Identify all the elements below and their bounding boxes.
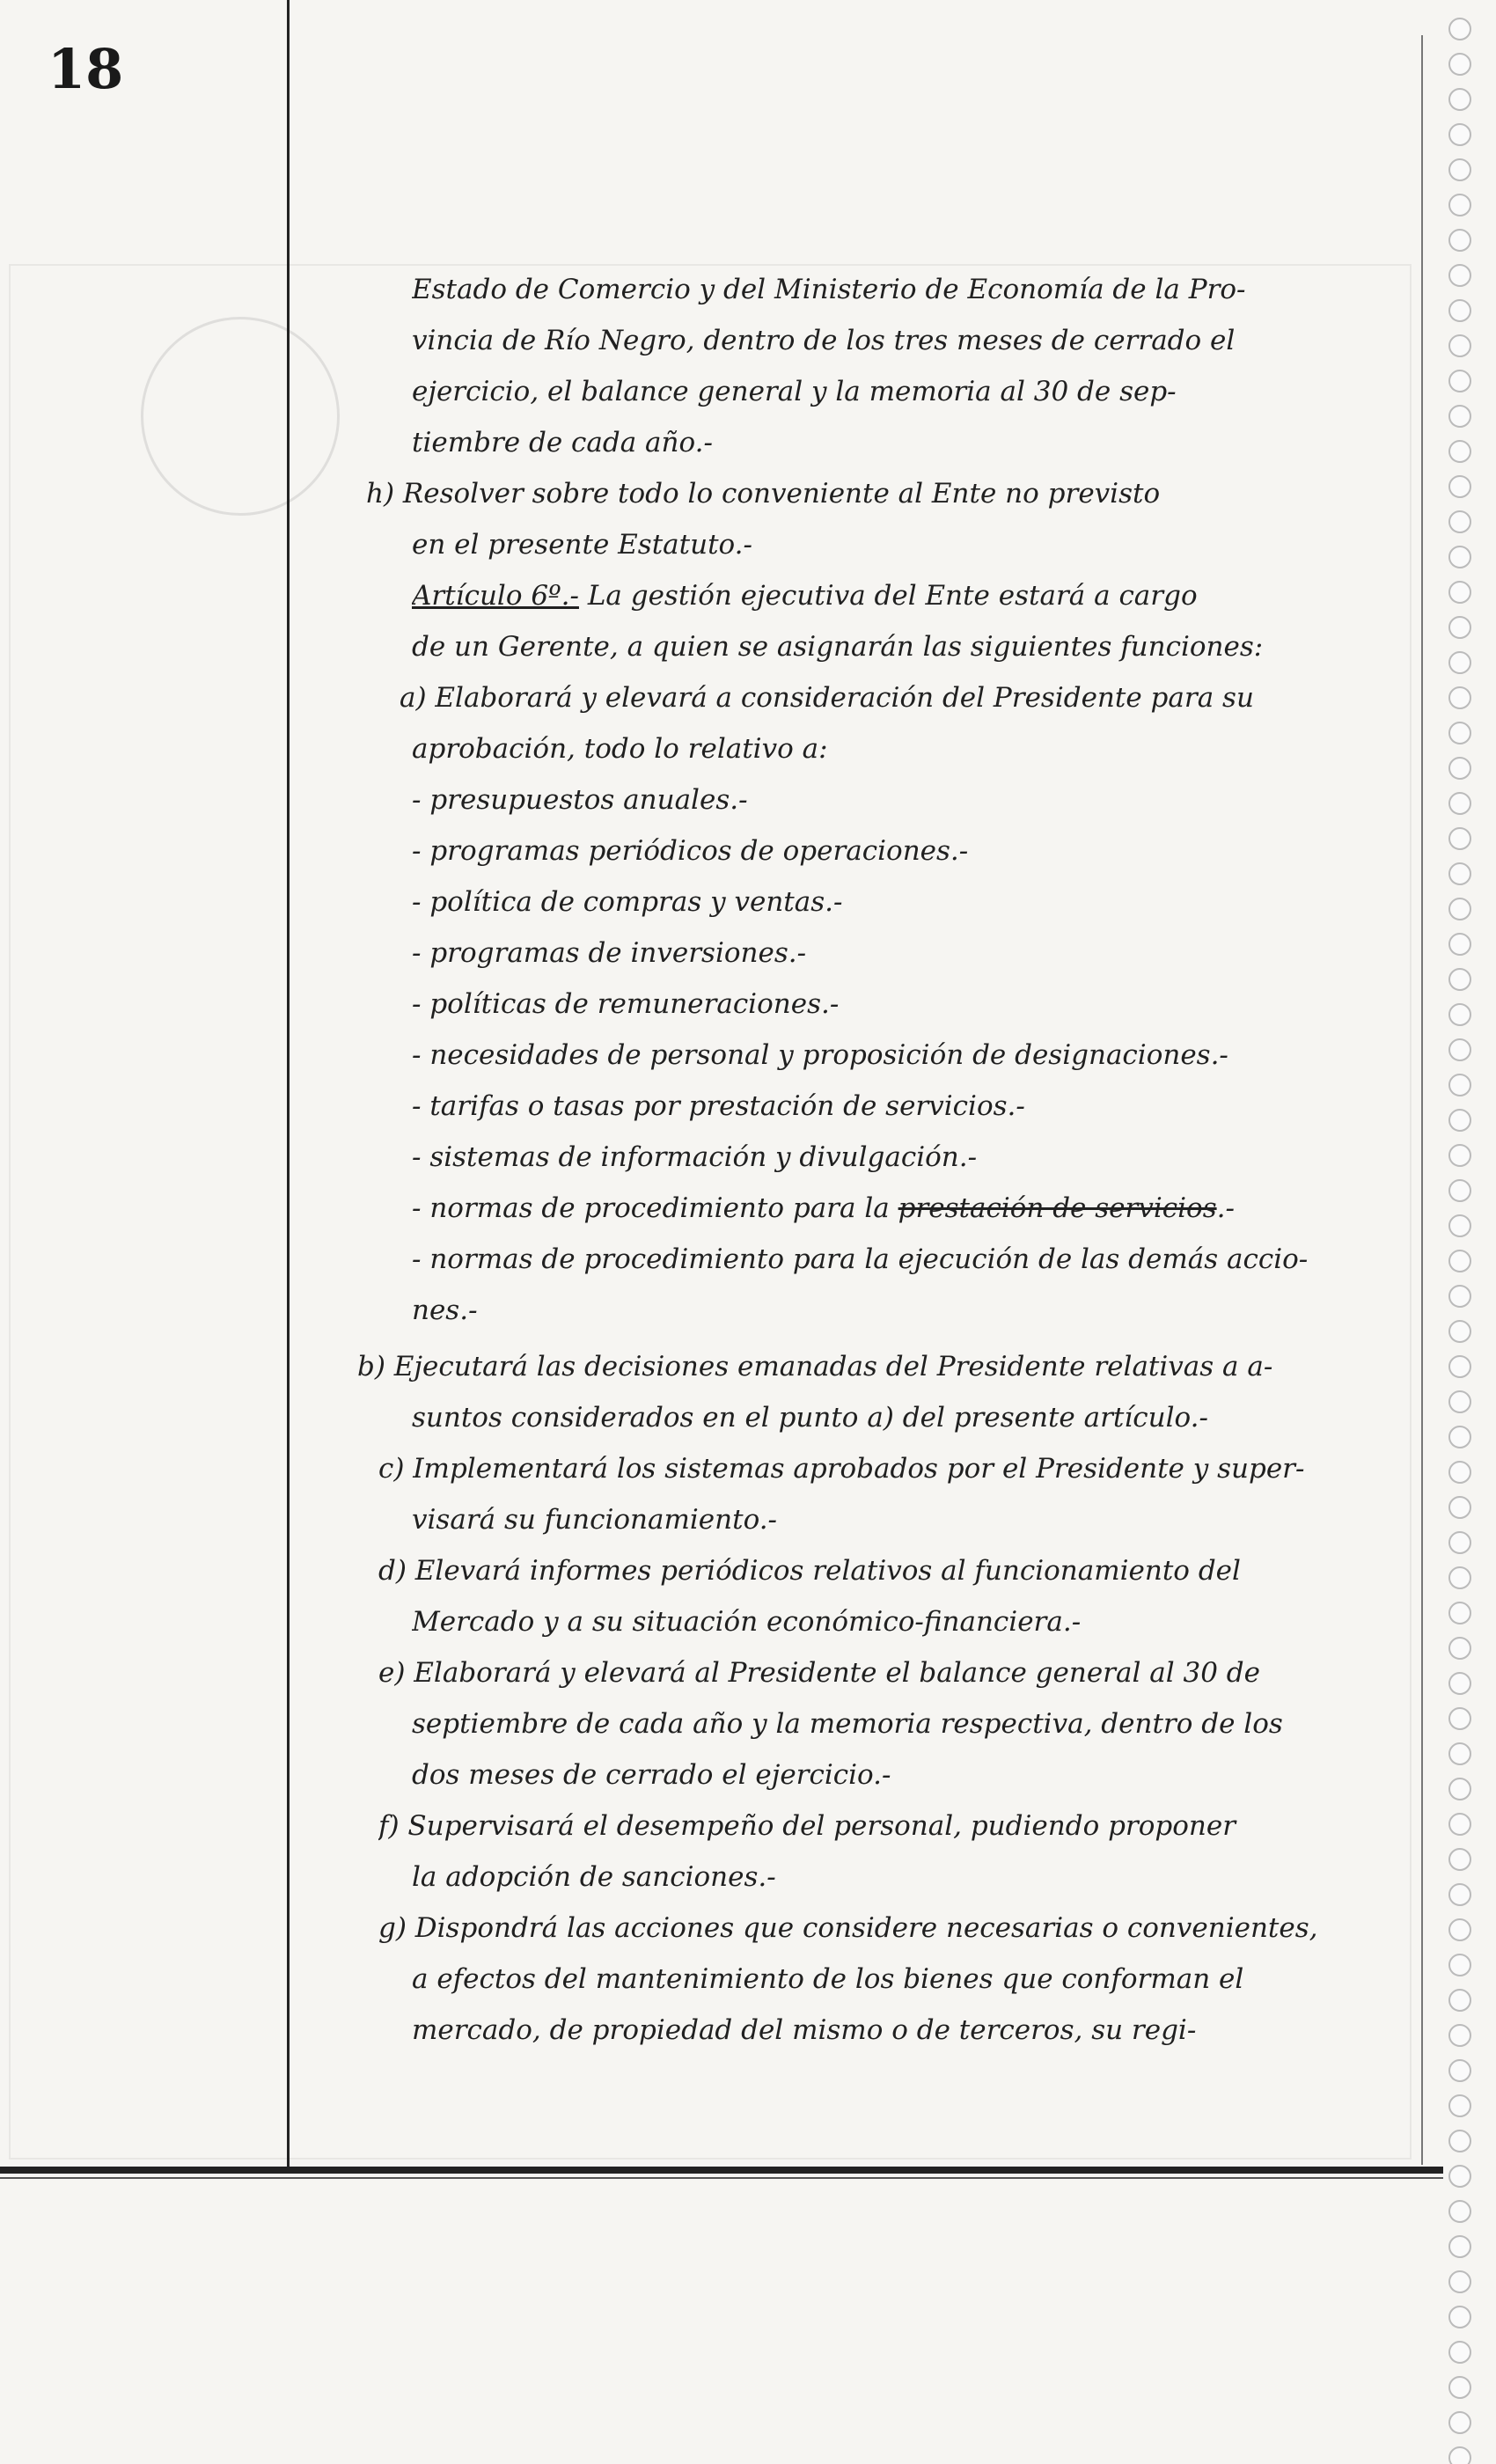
binder-hole [1448, 968, 1471, 991]
text-line: de un Gerente, a quien se asignarán las siguientes funciones: [412, 631, 1264, 663]
handwritten-text [357, 264, 1397, 2056]
margin-line [287, 0, 290, 2172]
binder-hole [1448, 546, 1471, 568]
binder-hole [1448, 2306, 1471, 2328]
binder-hole [1448, 1813, 1471, 1836]
binder-hole [1448, 1179, 1471, 1202]
text-line: b) Ejecutará las decisiones emanadas del Presidente relativas a a- [357, 1351, 1273, 1382]
binder-hole [1448, 1214, 1471, 1237]
binder-hole [1448, 1496, 1471, 1519]
binder-hole [1448, 827, 1471, 850]
text-line: d) Elevará informes periódicos relativos al funcionamiento del [378, 1555, 1241, 1587]
binder-hole [1448, 1320, 1471, 1343]
binder-hole [1448, 1989, 1471, 2012]
binder-hole [1448, 1602, 1471, 1624]
binder-hole [1448, 1461, 1471, 1484]
list-item: - políticas de remuneraciones.- [412, 988, 840, 1020]
binder-hole [1448, 2411, 1471, 2434]
page-edge [1421, 35, 1423, 2165]
text-line: la adopción de sanciones.- [412, 1861, 776, 1893]
bottom-rule-thin [0, 2177, 1443, 2179]
text-line: septiembre de cada año y la memoria respectiva, dentro de los [412, 1708, 1283, 1740]
list-item: - tarifas o tasas por prestación de servicios.- [412, 1090, 1025, 1122]
binder-hole [1448, 1250, 1471, 1272]
article-heading-line [412, 570, 1397, 621]
binder-hole [1448, 1109, 1471, 1132]
list-item: - política de compras y ventas.- [412, 886, 843, 918]
text-line: f) Supervisará el desempeño del personal, pudiendo proponer [378, 1810, 1236, 1842]
article-text: La gestión ejecutiva del Ente estará a cargo [578, 580, 1198, 612]
binder-hole [1448, 299, 1471, 322]
binder-hole [1448, 1672, 1471, 1695]
binder-hole [1448, 158, 1471, 181]
binder-hole [1448, 1531, 1471, 1554]
binder-hole [1448, 2446, 1471, 2464]
binder-hole [1448, 334, 1471, 357]
binder-hole [1448, 1637, 1471, 1660]
text-line: mercado, de propiedad del mismo o de terceros, su regi- [412, 2014, 1197, 2046]
binder-hole [1448, 1707, 1471, 1730]
page-number: 18 [48, 37, 124, 101]
binder-hole [1448, 2376, 1471, 2399]
binder-hole [1448, 1848, 1471, 1871]
binder-hole [1448, 53, 1471, 76]
binder-hole [1448, 581, 1471, 604]
binder-holes [1443, 18, 1478, 2446]
list-item: - presupuestos anuales.- [412, 784, 748, 816]
binder-hole [1448, 1883, 1471, 1906]
binder-hole [1448, 440, 1471, 463]
binder-hole [1448, 898, 1471, 920]
binder-hole [1448, 2130, 1471, 2152]
binder-hole [1448, 686, 1471, 709]
binder-hole [1448, 229, 1471, 252]
binder-hole [1448, 1038, 1471, 1061]
binder-hole [1448, 1778, 1471, 1800]
text-line: suntos considerados en el punto a) del presente artículo.- [412, 1402, 1208, 1434]
binder-hole [1448, 651, 1471, 674]
article-heading: Artículo 6º.- [412, 580, 579, 612]
text-line: c) Implementará los sistemas aprobados por el Presidente y super- [378, 1453, 1305, 1485]
binder-hole [1448, 616, 1471, 639]
binder-hole [1448, 1390, 1471, 1413]
text-line: visará su funcionamiento.- [412, 1504, 778, 1536]
list-item-text: - normas de procedimiento para la [412, 1192, 898, 1224]
text-line: nes.- [412, 1294, 478, 1326]
bottom-rule [0, 2167, 1443, 2174]
binder-hole [1448, 2024, 1471, 2047]
text-line: Estado de Comercio y del Ministerio de Economía de la Pro- [412, 274, 1246, 305]
text-line: h) Resolver sobre todo lo conveniente al Ente no previsto [366, 478, 1161, 510]
binder-hole [1448, 18, 1471, 40]
text-line: aprobación, todo lo relativo a: [412, 733, 828, 765]
binder-hole [1448, 194, 1471, 216]
binder-hole [1448, 2165, 1471, 2188]
text-line: dos meses de cerrado el ejercicio.- [412, 1759, 891, 1791]
binder-hole [1448, 1742, 1471, 1765]
list-item [412, 1183, 1397, 1234]
binder-hole [1448, 1566, 1471, 1589]
binder-hole [1448, 2059, 1471, 2082]
binder-hole [1448, 1954, 1471, 1976]
binder-hole [1448, 757, 1471, 780]
binder-hole [1448, 933, 1471, 956]
binder-hole [1448, 88, 1471, 111]
binder-hole [1448, 2341, 1471, 2364]
binder-hole [1448, 1918, 1471, 1941]
binder-hole [1448, 510, 1471, 533]
struck-text: prestación de servicios [898, 1192, 1217, 1224]
binder-hole [1448, 264, 1471, 287]
list-item: - sistemas de información y divulgación.- [412, 1141, 978, 1173]
text-line: en el presente Estatuto.- [412, 529, 752, 561]
text-line: Mercado y a su situación económico-financiera.- [412, 1606, 1082, 1638]
binder-hole [1448, 2270, 1471, 2293]
binder-hole [1448, 370, 1471, 392]
text-line: tiembre de cada año.- [412, 427, 713, 458]
text-line: a) Elaborará y elevará a consideración del Presidente para su [400, 682, 1254, 714]
binder-hole [1448, 2235, 1471, 2258]
text-line: a efectos del mantenimiento de los bienes que conforman el [412, 1963, 1244, 1995]
text-line: e) Elaborará y elevará al Presidente el balance general al 30 de [378, 1657, 1260, 1689]
text-line: vincia de Río Negro, dentro de los tres meses de cerrado el [412, 325, 1236, 356]
binder-hole [1448, 1285, 1471, 1308]
binder-hole [1448, 1355, 1471, 1378]
binder-hole [1448, 2200, 1471, 2223]
list-item: - programas periódicos de operaciones.- [412, 835, 969, 867]
binder-hole [1448, 2094, 1471, 2117]
binder-hole [1448, 792, 1471, 815]
binder-hole [1448, 862, 1471, 885]
binder-hole [1448, 1074, 1471, 1096]
list-item: - programas de inversiones.- [412, 937, 807, 969]
binder-hole [1448, 1003, 1471, 1026]
binder-hole [1448, 722, 1471, 744]
list-item: - necesidades de personal y proposición de designaciones.- [412, 1039, 1228, 1071]
binder-hole [1448, 123, 1471, 146]
text-line: ejercicio, el balance general y la memoria al 30 de sep- [412, 376, 1177, 407]
binder-hole [1448, 475, 1471, 498]
list-item: - normas de procedimiento para la ejecución de las demás accio- [412, 1243, 1309, 1275]
binder-hole [1448, 405, 1471, 428]
binder-hole [1448, 1144, 1471, 1167]
text-line: g) Dispondrá las acciones que considere necesarias o convenientes, [378, 1912, 1318, 1944]
binder-hole [1448, 1426, 1471, 1448]
list-item-end: .- [1216, 1192, 1235, 1224]
reverse-side-stamp [141, 317, 340, 516]
